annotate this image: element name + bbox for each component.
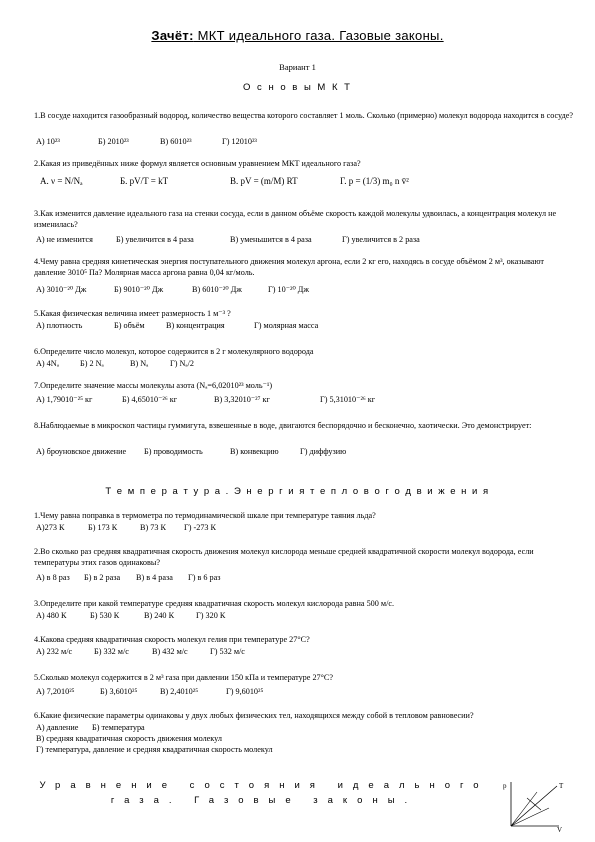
option-a[interactable]: А) 7,2010²⁵ [36, 687, 75, 696]
process-line-1 [511, 792, 537, 826]
option-c[interactable]: В) 240 К [144, 611, 175, 620]
option-b[interactable]: Б) 9010⁻²⁰ Дж [114, 285, 164, 294]
option-a[interactable]: А) 232 м/с [36, 647, 73, 656]
question-1-options [36, 136, 576, 147]
option-a[interactable]: А) 1,79010⁻²⁵ кг [36, 395, 93, 404]
option-b[interactable]: Б) 173 К [88, 523, 118, 532]
temperature-question-2-options [36, 572, 576, 583]
temperature-question-4-options [36, 646, 576, 657]
temperature-question-2: 2.Во сколько раз средняя квадратичная скорость движения молекул кислорода меньше средней квадратичной скорости молекул водорода, если температуры этих газов одинаковы? [34, 547, 534, 567]
option-d[interactable]: Г) молярная масса [254, 321, 319, 330]
option-b[interactable]: Б) увеличится в 4 раза [116, 235, 194, 244]
option-b[interactable]: Б) 4,65010⁻²⁶ кг [122, 395, 178, 404]
option-a[interactable]: А) броуновское движение [36, 447, 127, 456]
option-c[interactable]: В) концентрация [166, 321, 225, 330]
option-d[interactable]: Г) 9,6010²⁵ [226, 687, 264, 696]
temperature-question-1-options [36, 522, 576, 533]
option-c[interactable]: В) 3,32010⁻²⁷ кг [214, 395, 270, 404]
temperature-question-3-options [36, 610, 576, 621]
option-c[interactable]: В) конвекцию [230, 447, 279, 456]
option-d[interactable]: Г) в 6 раз [188, 573, 221, 582]
option-b[interactable]: Б) 332 м/с [94, 647, 129, 656]
formula-b[interactable]: Б. pV/T = kT [120, 176, 169, 186]
section-heading-gas-laws: Уравнение состояния идеального газа. Газовые законы. [39, 780, 489, 806]
temperature-question-1: 1.Чему равна поправка в термометра по термодинамической шкале при температуре таяния льда? [34, 511, 376, 520]
option-c[interactable]: В) уменьшится в 4 раза [230, 235, 312, 244]
temperature-question-5: 5.Сколько молекул содержится в 2 м³ газа при давлении 150 кПа и температуре 27°С? [34, 673, 333, 682]
option-c[interactable]: В) средняя квадратичная скорость движения молекул [36, 734, 222, 743]
option-d[interactable]: Г) 12010²³ [222, 137, 257, 146]
question-3: 3.Как изменится давление идеального газа на стенки сосуда, если в данном объёме скорость каждой молекулы удвоилась, а концентрация молекул не изменилась? [34, 209, 557, 229]
option-b[interactable]: Б) 3,6010²⁵ [100, 687, 138, 696]
option-b[interactable]: Б) 2010²³ [98, 137, 129, 146]
option-a[interactable]: А) 10²³ [36, 137, 60, 146]
option-a[interactable]: А) 480 К [36, 611, 67, 620]
question-1: 1.В сосуде находится газообразный водород, количество вещества которого составляет 1 моль. Сколько (примерно) молекул водорода находится в сосуде? [34, 111, 574, 120]
formula-c[interactable]: B. pV = (m/M) RT [230, 176, 298, 186]
option-d[interactable]: Г) 5,31010⁻²⁶ кг [320, 395, 376, 404]
question-5-options [36, 320, 576, 331]
option-b[interactable]: Б) 530 К [90, 611, 120, 620]
question-7: 7.Определите значение массы молекулы азота (Nₐ=6,02010²³ моль⁻¹) [34, 381, 273, 390]
formula-d[interactable]: Г. p = (1/3) m₀ n v̄² [340, 176, 409, 186]
option-c[interactable]: В) 432 м/с [152, 647, 188, 656]
question-2-formulas [40, 172, 560, 196]
question-6-options [36, 358, 576, 369]
option-b[interactable]: Б) температура [92, 723, 145, 732]
question-3-options [36, 234, 576, 245]
option-a[interactable]: А) 3010⁻²⁰ Дж [36, 285, 87, 294]
option-c[interactable]: В) Nₐ [130, 359, 149, 368]
variant-label: Вариант 1 [279, 62, 316, 72]
question-2: 2.Какая из приведённых ниже формул является основным уравнением МКТ идеального газа? [34, 159, 361, 168]
option-a[interactable]: А) давление [36, 723, 79, 732]
formula-a[interactable]: A. ν = N/Nₐ [40, 176, 83, 186]
question-6: 6.Определите число молекул, которое содержится в 2 г молекулярного водорода [34, 347, 314, 356]
pvt-axes-diagram [497, 778, 567, 833]
title-prefix: Зачёт: [151, 28, 194, 43]
question-8: 8.Наблюдаемые в микроскоп частицы гуммигута, взвешенные в воде, двигаются беспорядочно и бесконечно, хаотически. Это демонстрирует: [34, 421, 532, 430]
section-heading-mkt: О с н о в ы М К Т [243, 82, 352, 93]
option-c[interactable]: В) в 4 раза [136, 573, 173, 582]
option-a[interactable]: А) не изменится [36, 235, 93, 244]
section-heading-temperature: Т е м п е р а т у р а . Э н е р г и я т е п л о в о г о д в и ж е н и я [105, 486, 490, 497]
option-b[interactable]: Б) 2 Nₐ [80, 359, 104, 368]
question-5: 5.Какая физическая величина имеет размерность 1 м⁻³ ? [34, 309, 231, 318]
title-text: МКТ идеального газа. Газовые законы. [193, 28, 444, 43]
option-a[interactable]: А)273 К [36, 523, 65, 532]
option-d[interactable]: Г) диффузию [300, 447, 347, 456]
option-c[interactable]: В) 6010²³ [160, 137, 192, 146]
option-d[interactable]: Г) 532 м/с [210, 647, 245, 656]
option-d[interactable]: Г) Nₐ/2 [170, 359, 195, 368]
option-c[interactable]: В) 6010⁻²⁰ Дж [192, 285, 242, 294]
question-4: 4.Чему равна средняя кинетическая энергия поступательного движения молекул аргона, если 2 кг его, находясь в сосуде объёмом 2 м³, оказывают давление 3010⁵ Па? Молярная масса аргона равна 0,04 кг/моль. [34, 257, 544, 277]
process-line-2 [511, 808, 549, 826]
option-d[interactable]: Г) температура, давление и средняя квадратичная скорость молекул [36, 745, 273, 754]
option-a[interactable]: А) в 8 раз [36, 573, 70, 582]
axis-label-p: p [503, 782, 507, 790]
option-a[interactable]: А) плотность [36, 321, 83, 330]
option-d[interactable]: Г) -273 К [184, 523, 217, 532]
temperature-question-4: 4.Какова средняя квадратичная скорость молекул гелия при температуре 27°С? [34, 635, 310, 644]
temperature-question-6: 6.Какие физические параметры одинаковы у двух любых физических тел, находящихся между собой в тепловом равновесии? [34, 711, 474, 720]
axis-label-t: T [559, 782, 564, 790]
option-c[interactable]: В) 2,4010²⁵ [160, 687, 199, 696]
option-d[interactable]: Г) 320 К [196, 611, 226, 620]
t-axis [511, 786, 557, 826]
option-b[interactable]: Б) в 2 раза [84, 573, 121, 582]
option-a[interactable]: А) 4Nₐ [36, 359, 59, 368]
page-title [0, 28, 595, 43]
process-line-3 [527, 798, 541, 810]
temperature-question-3: 3.Определите при какой температуре средняя квадратичная скорость молекул кислорода равна 500 м/с. [34, 599, 395, 608]
temperature-question-5-options [36, 686, 576, 697]
option-d[interactable]: Г) увеличится в 2 раза [342, 235, 420, 244]
question-4-options [36, 284, 576, 295]
question-8-options [36, 446, 576, 457]
question-7-options [36, 394, 576, 405]
axis-label-v: V [557, 826, 563, 833]
option-b[interactable]: Б) проводимость [144, 447, 203, 456]
option-b[interactable]: Б) объём [114, 321, 145, 330]
temperature-question-6-options [36, 722, 576, 755]
option-c[interactable]: В) 73 К [140, 523, 166, 532]
option-d[interactable]: Г) 10⁻²⁰ Дж [268, 285, 310, 294]
